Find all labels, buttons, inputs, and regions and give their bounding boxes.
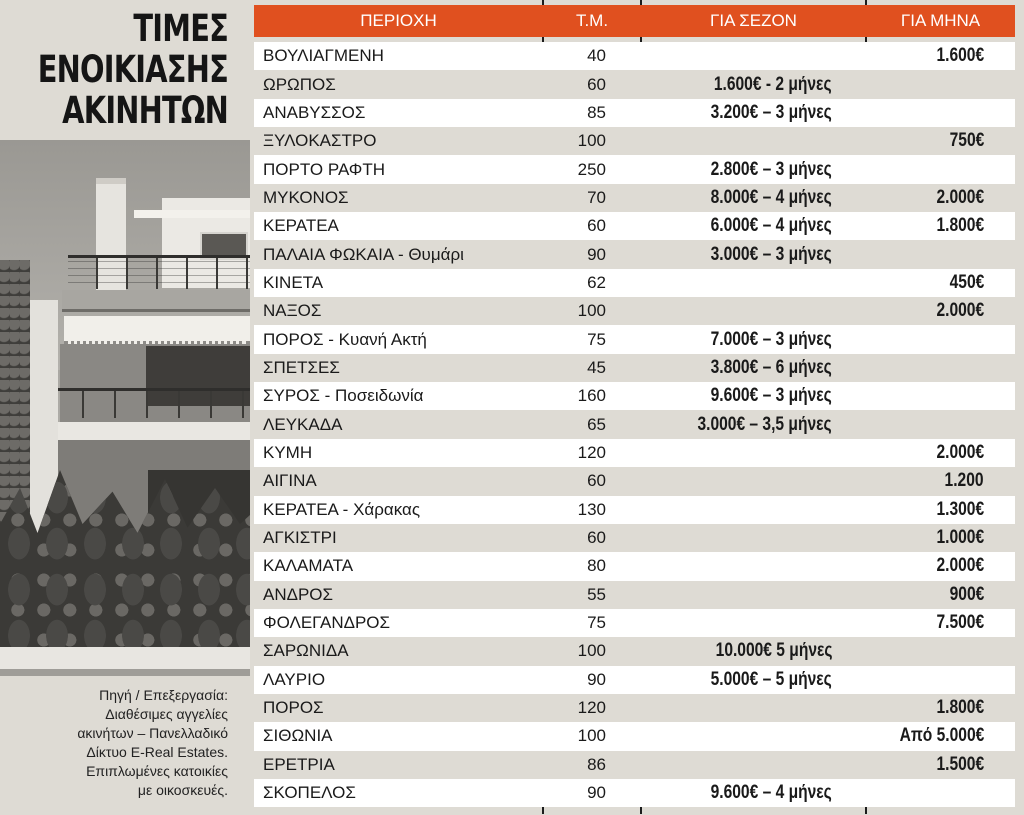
cell-sqm: 90	[587, 783, 606, 803]
table-row	[254, 410, 1015, 438]
cell-month-price	[866, 359, 1015, 377]
cell-area: ΣΙΘΩΝΙΑ	[263, 726, 333, 746]
cell-area: ΝΑΞΟΣ	[263, 301, 322, 321]
cell-season-price	[641, 414, 866, 436]
cell-sqm: 60	[587, 216, 606, 236]
cell-month-price	[866, 161, 1015, 179]
cell-season-price	[641, 132, 866, 150]
month-price-value: 2.000€	[936, 555, 984, 577]
cell-season-price	[641, 782, 866, 804]
cell-season-price	[641, 640, 866, 662]
table-row	[254, 581, 1015, 609]
cell-area: ΛΕΥΚΑΔΑ	[263, 414, 343, 434]
cell-month-price	[866, 272, 1015, 294]
cell-month-price	[866, 754, 1015, 776]
month-price-value: Από 5.000€	[899, 725, 984, 747]
cell-season-price	[641, 669, 866, 691]
cell-area: ΛΑΥΡΙΟ	[263, 669, 326, 689]
cell-month-price	[866, 671, 1015, 689]
table-row	[254, 269, 1015, 297]
cell-month-price	[866, 387, 1015, 405]
cell-month-price	[866, 642, 1015, 660]
cell-sqm: 45	[587, 357, 606, 377]
season-price-value: 3.000€ – 3 μήνες	[710, 243, 832, 265]
table-row	[254, 751, 1015, 779]
season-price-value: 8.000€ – 4 μήνες	[710, 186, 832, 208]
month-price-value: 2.000€	[936, 300, 984, 322]
cell-month-price	[866, 470, 1015, 492]
cell-month-price	[866, 416, 1015, 434]
month-price-value: 900€	[949, 583, 984, 605]
cell-area: ΣΥΡΟΣ - Ποσειδωνία	[263, 386, 424, 406]
cell-month-price	[866, 76, 1015, 94]
cell-season-price	[641, 472, 866, 490]
cell-season-price	[641, 699, 866, 717]
cell-sqm: 55	[587, 584, 606, 604]
table-row	[254, 354, 1015, 382]
cell-sqm: 100	[577, 726, 606, 746]
table-row	[254, 637, 1015, 665]
cell-season-price	[641, 74, 866, 96]
table-row	[254, 155, 1015, 183]
cell-season-price	[641, 274, 866, 292]
table-row	[254, 439, 1015, 467]
cell-season-price	[641, 756, 866, 774]
cell-sqm: 90	[587, 244, 606, 264]
cell-month-price	[866, 697, 1015, 719]
cell-month-price	[866, 130, 1015, 152]
table-row	[254, 297, 1015, 325]
cell-sqm: 130	[577, 499, 606, 519]
cell-sqm: 80	[587, 556, 606, 576]
cell-month-price	[866, 300, 1015, 322]
season-price-value: 7.000€ – 3 μήνες	[710, 328, 832, 350]
cell-area: ΒΟΥΛΙΑΓΜΕΝΗ	[263, 46, 384, 66]
source-line: Πηγή / Επεξεργασία:	[99, 687, 228, 703]
cell-month-price	[866, 187, 1015, 209]
table-row	[254, 212, 1015, 240]
title-line: ΑΚΙΝΗΤΩΝ	[62, 89, 229, 132]
table-row	[254, 779, 1015, 807]
cell-season-price	[641, 357, 866, 379]
cell-area: ΣΠΕΤΣΕΣ	[263, 357, 340, 377]
cell-month-price	[866, 527, 1015, 549]
cell-sqm: 90	[587, 669, 606, 689]
table-row	[254, 127, 1015, 155]
cell-season-price	[641, 614, 866, 632]
cell-area: ΠΟΡΟΣ - Κυανή Ακτή	[263, 329, 427, 349]
season-price-value: 3.200€ – 3 μήνες	[710, 101, 832, 123]
cell-sqm: 75	[587, 329, 606, 349]
cell-month-price	[866, 331, 1015, 349]
cell-sqm: 120	[577, 698, 606, 718]
season-price-value: 9.600€ – 3 μήνες	[710, 385, 832, 407]
table-body	[254, 42, 1015, 807]
cell-sqm: 60	[587, 74, 606, 94]
cell-season-price	[641, 215, 866, 237]
cell-area: ΣΑΡΩΝΙΔΑ	[263, 641, 349, 661]
header-season: ΓΙΑ ΣΕΖΟΝ	[710, 11, 797, 30]
cell-season-price	[641, 727, 866, 745]
source-line: με οικοσκευές.	[137, 782, 228, 798]
cell-area: ΚΕΡΑΤΕΑ - Χάρακας	[263, 499, 421, 519]
source-note	[77, 686, 228, 800]
season-price-value: 3.800€ – 6 μήνες	[710, 356, 832, 378]
cell-month-price	[866, 442, 1015, 464]
cell-season-price	[641, 329, 866, 351]
month-price-value: 1.000€	[936, 527, 984, 549]
table-row	[254, 42, 1015, 70]
season-price-value: 1.600€ - 2 μήνες	[714, 73, 832, 95]
cell-sqm: 85	[587, 102, 606, 122]
cell-area: ΦΟΛΕΓΑΝΔΡΟΣ	[263, 613, 391, 633]
table-header	[254, 5, 1015, 37]
cell-sqm: 40	[587, 46, 606, 66]
month-price-value: 1.600€	[936, 45, 984, 67]
title-line: ΕΝΟΙΚΙΑΣΗΣ	[37, 48, 228, 91]
cell-month-price	[866, 45, 1015, 67]
cell-season-price	[641, 385, 866, 407]
cell-area: ΕΡΕΤΡΙΑ	[263, 754, 335, 774]
cell-area: ΚΥΜΗ	[263, 442, 313, 462]
table-row	[254, 609, 1015, 637]
cell-sqm: 100	[577, 131, 606, 151]
season-price-value: 5.000€ – 5 μήνες	[710, 668, 832, 690]
cell-area: ΠΑΛΑΙΑ ΦΩΚΑΙΑ - Θυμάρι	[263, 244, 464, 264]
cell-season-price	[641, 529, 866, 547]
month-price-value: 2.000€	[936, 441, 984, 463]
table-row	[254, 240, 1015, 268]
house-photo	[0, 140, 250, 676]
infographic-title	[38, 8, 228, 131]
month-price-value: 1.300€	[936, 498, 984, 520]
cell-area: ΞΥΛΟΚΑΣΤΡΟ	[263, 131, 377, 151]
left-panel	[0, 0, 252, 815]
header-month: ΓΙΑ ΜΗΝΑ	[900, 11, 981, 30]
month-price-value: 1.800€	[936, 215, 984, 237]
source-line: Επιπλωμένες κατοικίες	[86, 763, 228, 779]
cell-season-price	[641, 586, 866, 604]
month-price-value: 1.200	[945, 470, 984, 492]
source-line: ακινήτων – Πανελλαδικό	[77, 725, 228, 741]
cell-area: ΠΟΡΟΣ	[263, 698, 324, 718]
table-row	[254, 382, 1015, 410]
cell-sqm: 86	[587, 754, 606, 774]
cell-sqm: 70	[587, 187, 606, 207]
table-row	[254, 524, 1015, 552]
month-price-value: 750€	[949, 130, 984, 152]
cell-sqm: 75	[587, 613, 606, 633]
cell-season-price	[641, 244, 866, 266]
month-price-value: 7.500€	[936, 612, 984, 634]
cell-season-price	[641, 47, 866, 65]
season-price-value: 3.000€ – 3,5 μήνες	[697, 413, 832, 435]
table-row	[254, 70, 1015, 98]
season-price-value: 6.000€ – 4 μήνες	[710, 215, 832, 237]
cell-sqm: 250	[577, 159, 606, 179]
cell-area: ΑΓΚΙΣΤΡΙ	[263, 528, 337, 548]
cell-area: ΚΙΝΕΤΑ	[263, 272, 324, 292]
cell-month-price	[866, 215, 1015, 237]
season-price-value: 10.000€ 5 μήνες	[715, 640, 832, 662]
table-row	[254, 552, 1015, 580]
month-price-value: 1.800€	[936, 697, 984, 719]
cell-sqm: 100	[577, 301, 606, 321]
season-price-value: 9.600€ – 4 μήνες	[710, 782, 832, 804]
cell-season-price	[641, 302, 866, 320]
cell-season-price	[641, 159, 866, 181]
table-row	[254, 496, 1015, 524]
table-row	[254, 666, 1015, 694]
cell-area: ΚΑΛΑΜΑΤΑ	[263, 556, 354, 576]
cell-season-price	[641, 444, 866, 462]
rental-prices-table	[254, 5, 1015, 807]
cell-month-price	[866, 784, 1015, 802]
month-price-value: 450€	[949, 271, 984, 293]
header-area: ΠΕΡΙΟΧΗ	[360, 11, 437, 30]
cell-area: ΑΙΓΙΝΑ	[263, 471, 317, 491]
cell-season-price	[641, 557, 866, 575]
cell-sqm: 100	[577, 641, 606, 661]
cell-season-price	[641, 187, 866, 209]
month-price-value: 1.500€	[936, 753, 984, 775]
cell-area: ΜΥΚΟΝΟΣ	[263, 187, 349, 207]
cell-area: ΑΝΑΒΥΣΣΟΣ	[263, 102, 366, 122]
cell-month-price	[866, 584, 1015, 606]
cell-area: ΑΝΔΡΟΣ	[263, 584, 334, 604]
table-row	[254, 467, 1015, 495]
cell-area: ΚΕΡΑΤΕΑ	[263, 216, 339, 236]
cell-season-price	[641, 102, 866, 124]
month-price-value: 2.000€	[936, 186, 984, 208]
cell-sqm: 65	[587, 414, 606, 434]
cell-month-price	[866, 246, 1015, 264]
table-row	[254, 694, 1015, 722]
header-sqm: Τ.Μ.	[575, 11, 609, 30]
table-row	[254, 722, 1015, 750]
table-row	[254, 325, 1015, 353]
cell-month-price	[866, 612, 1015, 634]
cell-sqm: 60	[587, 471, 606, 491]
season-price-value: 2.800€ – 3 μήνες	[710, 158, 832, 180]
cell-month-price	[866, 499, 1015, 521]
cell-area: ΩΡΩΠΟΣ	[263, 74, 336, 94]
source-line: Δίκτυο E-Real Estates.	[86, 744, 228, 760]
cell-sqm: 160	[577, 386, 606, 406]
cell-sqm: 120	[577, 442, 606, 462]
table-row	[254, 99, 1015, 127]
cell-season-price	[641, 501, 866, 519]
cell-month-price	[866, 104, 1015, 122]
cell-month-price	[866, 725, 1015, 747]
cell-sqm: 62	[587, 272, 606, 292]
cell-area: ΠΟΡΤΟ ΡΑΦΤΗ	[263, 159, 386, 179]
source-line: Διαθέσιμες αγγελίες	[105, 706, 228, 722]
cell-sqm: 60	[587, 528, 606, 548]
cell-area: ΣΚΟΠΕΛΟΣ	[263, 783, 356, 803]
cell-month-price	[866, 555, 1015, 577]
table-row	[254, 184, 1015, 212]
title-line: ΤΙΜΕΣ	[133, 7, 228, 50]
